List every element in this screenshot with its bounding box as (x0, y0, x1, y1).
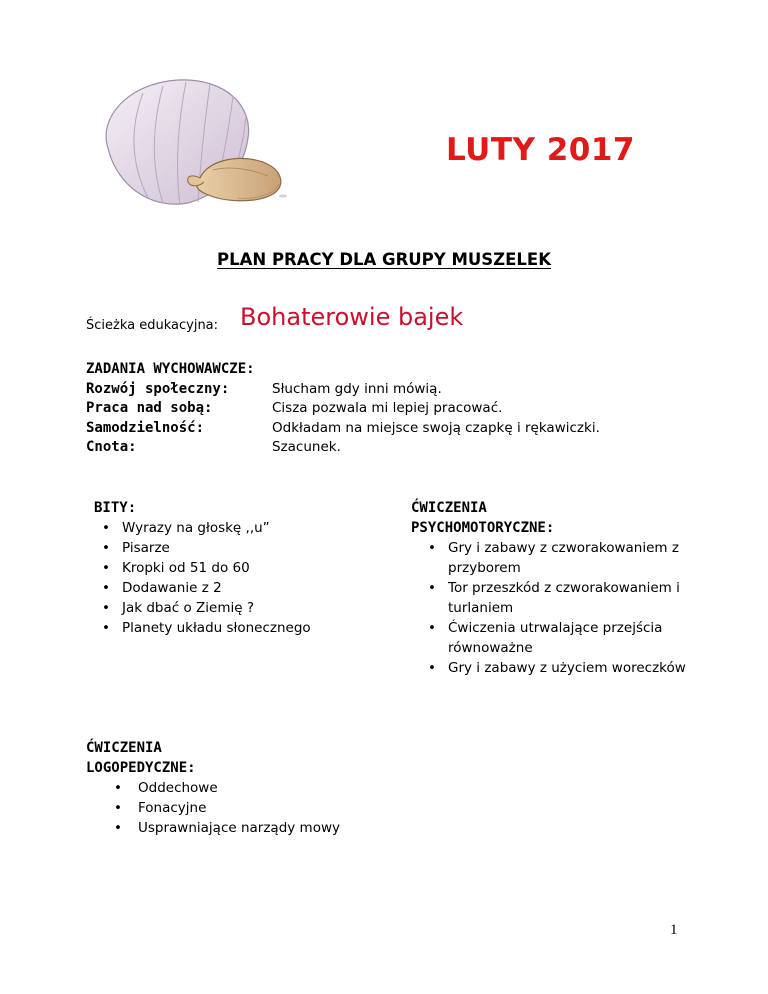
plan-heading (0, 250, 768, 269)
speech-heading-line1: ĆWICZENIA (86, 740, 162, 756)
bits-heading: BITY: (94, 500, 137, 516)
task-row (86, 419, 600, 439)
list-item: • Fonacyjne (86, 798, 340, 818)
list-item: • Wyrazy na głoskę ,,u” (94, 518, 311, 538)
educational-tasks (86, 360, 600, 458)
page-title: LUTY 2017 (446, 132, 635, 168)
task-value: Słucham gdy inni mówią. (272, 380, 442, 397)
page-number: 1 (670, 922, 678, 938)
list-item: • Gry i zabawy z użyciem woreczków (411, 658, 691, 678)
psychomotor-heading-line1: ĆWICZENIA (411, 500, 487, 516)
task-key: Rozwój społeczny: (86, 380, 230, 397)
speech-heading-line2: LOGOPEDYCZNE: (86, 760, 196, 776)
speech-therapy-section (86, 738, 340, 838)
task-key: Praca nad sobą: (86, 400, 213, 416)
psychomotor-section (411, 498, 691, 678)
list-item: • Planety układu słonecznego (94, 618, 311, 638)
list-item: • Oddechowe (86, 778, 340, 798)
task-key: Cnota: (86, 439, 137, 455)
task-value: Cisza pozwala mi lepiej pracować. (272, 400, 503, 416)
list-item: • Ćwiczenia utrwalające przejścia równoważne (411, 618, 691, 658)
list-item: • Pisarze (94, 538, 311, 558)
psychomotor-heading-line2: PSYCHOMOTORYCZNE: (411, 520, 555, 536)
list-item: • Usprawniające narządy mowy (86, 818, 340, 838)
plan-heading-text: PLAN PRACY DLA GRUPY MUSZELEK (217, 250, 551, 269)
list-item: • Tor przeszkód z czworakowaniem i turlaniem (411, 578, 691, 618)
task-row (86, 380, 600, 400)
task-value: Szacunek. (272, 439, 341, 455)
task-row (86, 438, 600, 458)
task-value: Odkładam na miejsce swoją czapkę i rękawiczki. (272, 419, 600, 436)
list-item: • Jak dbać o Ziemię ? (94, 598, 311, 618)
task-row (86, 399, 600, 419)
tasks-heading: ZADANIA WYCHOWAWCZE: (86, 361, 255, 377)
list-item: • Dodawanie z 2 (94, 578, 311, 598)
path-value: Bohaterowie bajek (240, 303, 464, 331)
list-item: • Gry i zabawy z czworakowaniem z przyborem (411, 538, 691, 578)
seashell-illustration (88, 78, 288, 216)
list-item: • Kropki od 51 do 60 (94, 558, 311, 578)
task-key: Samodzielność: (86, 419, 205, 436)
path-label: Ścieżka edukacyjna: (86, 318, 219, 333)
bits-section (94, 498, 311, 638)
